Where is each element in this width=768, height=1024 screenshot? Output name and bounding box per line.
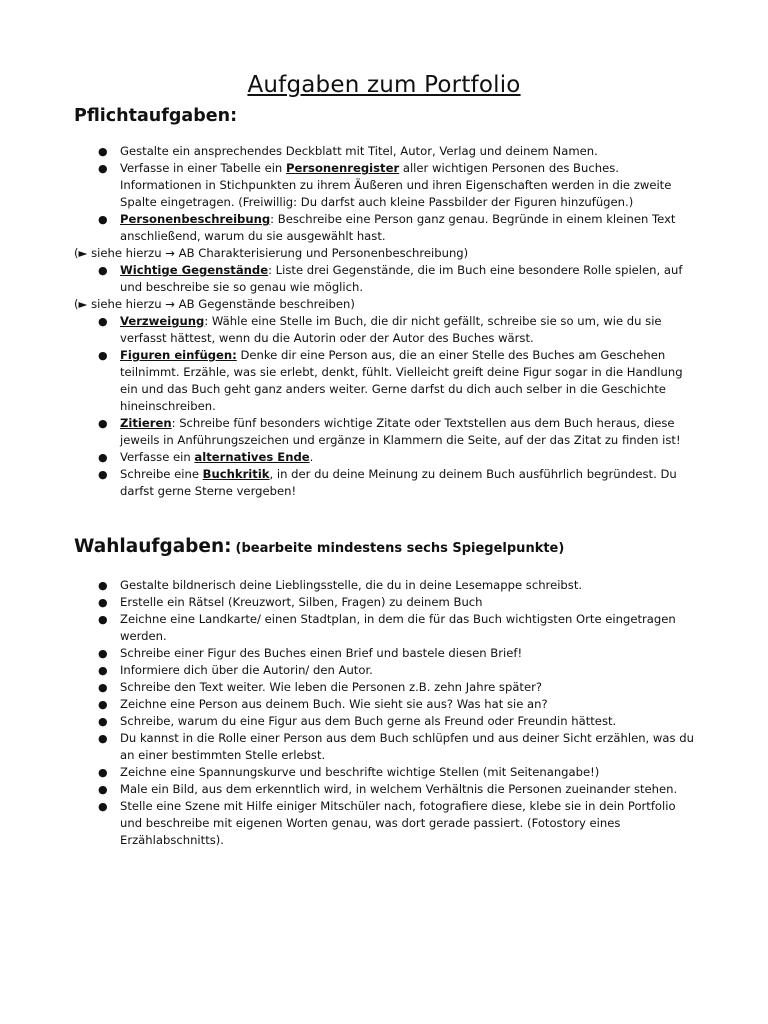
list-item [0,662,695,679]
item-text: Gestalte bildnerisch deine Lieblingsstelle, die du in deine Lesemappe schreibst. [120,578,583,592]
section-heading-pflicht: Pflichtaufgaben: [74,106,238,126]
item-text: Stelle eine Szene mit Hilfe einiger Mitschüler nach, fotografiere diese, klebe sie in dein Portfolio und beschreibe mit eigenen Worten genau, was dort gerade passiert. (Fotostory eines Erzählabschnitts). [120,799,676,847]
list-item [0,211,695,245]
bullet-icon: ● [98,213,108,226]
bullet-icon: ● [98,162,108,175]
list-item [0,696,695,713]
list-item [0,679,695,696]
item-text: Schreibe den Text weiter. Wie leben die Personen z.B. zehn Jahre später? [120,680,543,694]
item-term: Personenbeschreibung [120,212,271,226]
list-item [0,781,695,798]
list-item [0,466,695,500]
item-term: Figuren einfügen: [120,348,237,362]
bullet-icon: ● [98,579,108,592]
bullet-icon: ● [98,145,108,158]
list-item [0,798,695,849]
list-item [0,347,695,415]
bullet-icon: ● [98,596,108,609]
item-text-post: aller wichtigen Personen des Buches. Informationen in Stichpunkten zu ihrem Äußeren und ihren Eigenschaften werden in die zweite Spalte eingetragen. (Freiwillig: Du darfst auch kleine Passbilder der Figuren hinzufügen.) [120,161,672,209]
reference-note: (► siehe hierzu → AB Gegenstände beschreiben) [74,297,355,311]
bullet-icon: ● [98,800,108,813]
item-text-post: Denke dir eine Person aus, die an einer Stelle des Buches am Geschehen teilnimmt. Erzähle, was sie erlebt, denkt, fühlt. Vielleicht greift deine Figur sogar in die Handlung ein und das Buch geht ganz anders weiter. Gerne darfst du dich auch selber in die Geschichte hineinschreiben. [120,348,683,413]
item-text: Zeichne eine Person aus deinem Buch. Wie sieht sie aus? Was hat sie an? [120,697,548,711]
bullet-icon: ● [98,468,108,481]
bullet-icon: ● [98,613,108,626]
item-text: Gestalte ein ansprechendes Deckblatt mit Titel, Autor, Verlag und deinem Namen. [120,144,598,158]
item-text: Informiere dich über die Autorin/ den Autor. [120,663,373,677]
list-item [0,594,695,611]
item-term: alternatives Ende [194,450,310,464]
item-text: Schreibe, warum du eine Figur aus dem Buch gerne als Freund oder Freundin hättest. [120,714,617,728]
list-item [0,143,695,160]
list-item [0,730,695,764]
item-text: Erstelle ein Rätsel (Kreuzwort, Silben, Fragen) zu deinem Buch [120,595,483,609]
bullet-icon: ● [98,417,108,430]
item-text: Male ein Bild, aus dem erkenntlich wird, in welchem Verhältnis die Personen zueinander stehen. [120,782,678,796]
bullet-icon: ● [98,715,108,728]
item-text-pre: Schreibe eine [120,467,203,481]
section-heading-wahl [74,536,564,557]
bullet-icon: ● [98,766,108,779]
list-item [0,611,695,645]
item-text-pre: Verfasse in einer Tabelle ein [120,161,286,175]
item-text-post: : Wähle eine Stelle im Buch, die dir nicht gefällt, schreibe sie so um, wie du sie verfasst hättest, wenn du die Autorin oder der Autor des Buches wärst. [120,314,662,345]
list-item [0,262,695,296]
item-text-post: : Schreibe fünf besonders wichtige Zitate oder Textstellen aus dem Buch heraus, diese jeweils in Anführungszeichen und ergänze in Klammern die Seite, auf der das Zitat zu finden ist! [120,416,681,447]
list-item [0,764,695,781]
item-text-post: : Liste drei Gegenstände, die im Buch eine besondere Rolle spielen, auf und beschreibe sie so genau wie möglich. [120,263,683,294]
bullet-icon: ● [98,315,108,328]
item-text-post: , in der du deine Meinung zu deinem Buch ausführlich begründest. Du darfst gerne Sterne vergeben! [120,467,677,498]
item-text: Du kannst in die Rolle einer Person aus dem Buch schlüpfen und aus deiner Sicht erzählen, was du an einer bestimmten Stelle erlebst. [120,731,694,762]
item-term: Buchkritik [202,467,270,481]
bullet-icon: ● [98,664,108,677]
item-text-post: : Beschreibe eine Person ganz genau. Begründe in einem kleinen Text anschließend, warum du sie ausgewählt hast. [120,212,676,243]
item-text: Zeichne eine Spannungskurve und beschrifte wichtige Stellen (mit Seitenangabe!) [120,765,600,779]
page-title: Aufgaben zum Portfolio [247,72,521,98]
bullet-icon: ● [98,681,108,694]
item-text: Schreibe einer Figur des Buches einen Brief und bastele diesen Brief! [120,646,523,660]
item-term: Wichtige Gegenstände [120,263,269,277]
list-item [0,160,695,211]
bullet-icon: ● [98,451,108,464]
bullet-icon: ● [98,698,108,711]
item-term: Personenregister [285,161,400,175]
item-term: Zitieren [120,416,172,430]
bullet-icon: ● [98,732,108,745]
item-text-pre: Verfasse ein [120,450,195,464]
item-term: Verzweigung [120,314,205,328]
list-item [0,415,695,449]
reference-note: (► siehe hierzu → AB Charakterisierung und Personenbeschreibung) [74,246,469,260]
list-item [0,577,695,594]
item-text-post: . [309,450,314,464]
bullet-icon: ● [98,647,108,660]
list-item [0,449,695,466]
bullet-icon: ● [98,264,108,277]
bullet-icon: ● [98,349,108,362]
list-item [0,313,695,347]
wahl-list [0,577,768,849]
list-item [0,645,695,662]
item-text: Zeichne eine Landkarte/ einen Stadtplan, in dem die für das Buch wichtigsten Orte eingetragen werden. [120,612,676,643]
section-subheading: (bearbeite mindestens sechs Spiegelpunkte) [235,541,565,556]
list-item [0,713,695,730]
section-heading-wahl-title: Wahlaufgaben: [74,536,232,557]
pflicht-list [0,143,768,500]
bullet-icon: ● [98,783,108,796]
